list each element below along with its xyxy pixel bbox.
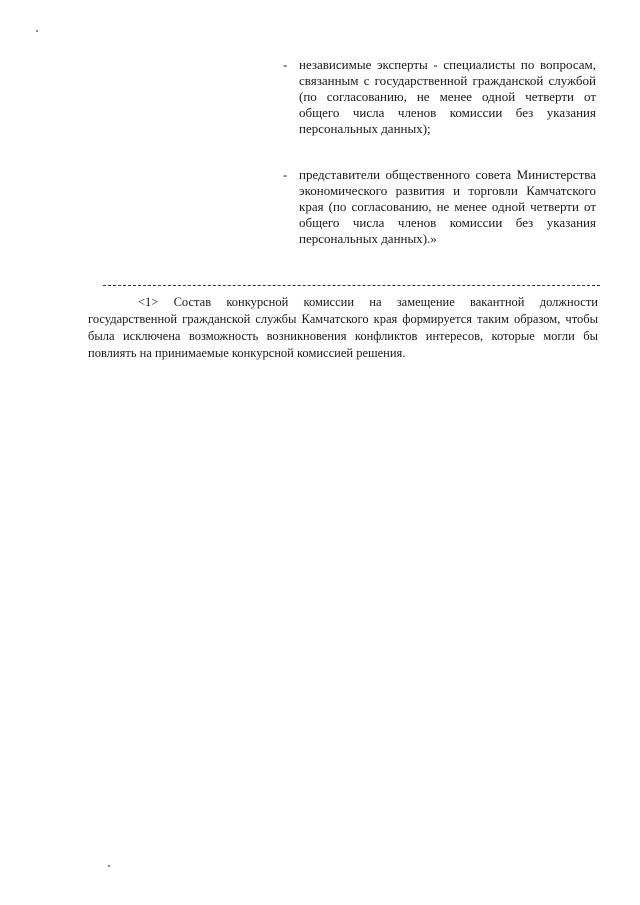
list-item-text: независимые эксперты - специалисты по вопросам, связанным с государственной гражданской службой (по согласованию, не менее одной четверти от общего числа членов комиссии без указания персональных данных); xyxy=(299,57,596,136)
list-item-public-council xyxy=(280,167,596,247)
list-item-marker: - xyxy=(283,167,288,182)
list-item-independent-experts xyxy=(280,57,596,137)
page-corner-mark-top xyxy=(36,30,38,32)
page-corner-mark-bottom xyxy=(108,865,110,867)
footnote-separator xyxy=(103,285,600,286)
footnote: <1> Состав конкурсной комиссии на замещение вакантной должности государственной гражданской службы Камчатского края формируется таким образом, чтобы была исключена возможность возникновения конфликтов интересов, которые могли бы повлиять на принимаемые конкурсной комиссией решения. xyxy=(88,295,598,360)
list-item-text: представители общественного совета Министерства экономического развития и торговли Камчатского края (по согласованию, не менее одной четверти от общего числа членов комиссии без указания персональных данных).» xyxy=(299,167,596,246)
commission-members-list xyxy=(280,57,596,277)
list-item-marker: - xyxy=(283,57,288,72)
